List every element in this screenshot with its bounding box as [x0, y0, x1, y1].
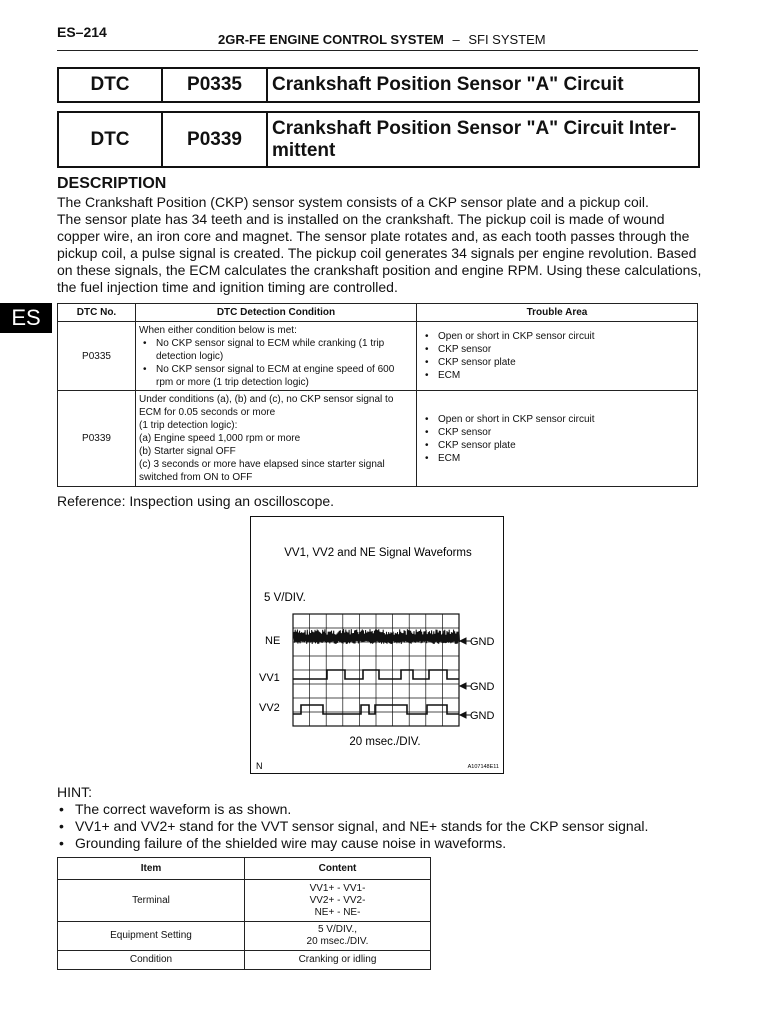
content-cell: Cranking or idling	[245, 951, 431, 970]
waveform-figure	[250, 516, 504, 774]
condition-line: Under conditions (a), (b) and (c), no CKP sensor signal to ECM for 0.05 seconds or more	[139, 394, 394, 418]
table-header-row	[58, 858, 431, 880]
trouble-area-cell	[417, 322, 698, 391]
gnd-label: GND	[470, 636, 495, 648]
item-cell: Condition	[58, 951, 245, 970]
list-item: • CKP sensor	[421, 343, 693, 356]
dtc-table	[57, 303, 698, 487]
list-item: • CKP sensor	[421, 426, 693, 439]
list-item: • No CKP sensor signal to ECM at engine speed of 600 rpm or more (1 trip detection logic)	[139, 363, 413, 389]
waveform-svg	[251, 517, 503, 773]
content-line: 20 msec./DIV.	[306, 936, 369, 947]
item-cell: Terminal	[58, 880, 245, 922]
content-line: 5 V/DIV.,	[317, 924, 358, 935]
dtc-code-cell: P0339	[58, 391, 136, 487]
dtc-code: P0335	[163, 69, 268, 101]
header-title-rest: SFI SYSTEM	[468, 32, 546, 47]
column-header: Trouble Area	[417, 304, 698, 322]
condition-line: (a) Engine speed 1,000 rpm or more	[139, 433, 301, 444]
content-cell	[245, 880, 431, 922]
table-row	[58, 951, 431, 970]
hint-section	[57, 784, 648, 852]
dtc-label: DTC	[59, 69, 163, 101]
description-text	[57, 194, 702, 296]
hint-label: HINT:	[57, 784, 92, 800]
content-cell	[245, 922, 431, 951]
figure-id: A107148E11	[467, 764, 499, 770]
description-heading: DESCRIPTION	[57, 175, 167, 192]
vv2-channel-label: VV2	[259, 702, 280, 714]
vv1-channel-label: VV1	[259, 672, 280, 684]
figure-corner-mark: N	[256, 761, 263, 771]
column-header: Item	[58, 858, 245, 880]
column-header: DTC Detection Condition	[136, 304, 417, 322]
dtc-title: Crankshaft Position Sensor "A" Circuit	[272, 74, 624, 95]
list-item: • CKP sensor plate	[421, 439, 693, 452]
list-item: • Open or short in CKP sensor circuit	[421, 330, 693, 343]
page-header-title	[218, 32, 546, 47]
list-item: • Open or short in CKP sensor circuit	[421, 413, 693, 426]
dtc-code-cell: P0335	[58, 322, 136, 391]
trouble-area-cell	[417, 391, 698, 487]
table-header-row	[58, 304, 698, 322]
condition-line: (b) Starter signal OFF	[139, 446, 236, 457]
dtc-code: P0339	[163, 113, 268, 166]
dtc-box-p0335	[57, 67, 700, 103]
list-item: • ECM	[421, 369, 693, 382]
table-row	[58, 391, 698, 487]
time-scale-label: 20 msec./DIV.	[349, 736, 421, 748]
detection-condition-cell	[136, 391, 417, 487]
gnd-arrows	[460, 638, 471, 718]
dtc-box-p0339	[57, 111, 700, 168]
figure-title: VV1, VV2 and NE Signal Waveforms	[284, 547, 472, 559]
dtc-title: Crankshaft Position Sensor "A" Circuit Inter-mittent	[272, 117, 677, 161]
table-row	[58, 322, 698, 391]
content-line: VV1+ - VV1-	[309, 882, 366, 894]
description-paragraph: The sensor plate has 34 teeth and is installed on the crankshaft. The pickup coil is made of wound copper wire, an iron core and magnet. The sensor plate rotates and, as each tooth passes through the pickup coil, a pulse signal is created. The pickup coil generates 34 signals per engine revolution. Based on these signals, the ECM calculates the crankshaft position and engine RPM. Using these calculations, the fuel injection time and ignition timing are controlled.	[57, 211, 702, 295]
voltage-scale-label: 5 V/DIV.	[264, 592, 306, 604]
content-line: VV2+ - VV2-	[309, 894, 366, 906]
dtc-label: DTC	[59, 113, 163, 166]
column-header: Content	[245, 858, 431, 880]
condition-list	[139, 337, 413, 389]
gnd-label: GND	[470, 710, 495, 722]
table-row	[58, 922, 431, 951]
detection-condition-cell	[136, 322, 417, 391]
table-row	[58, 880, 431, 922]
list-item: • The correct waveform is as shown.	[57, 801, 648, 818]
condition-line: (1 trip detection logic):	[139, 420, 238, 431]
description-paragraph: The Crankshaft Position (CKP) sensor system consists of a CKP sensor plate and a pickup coil.	[57, 194, 649, 210]
header-title-bold: 2GR-FE ENGINE CONTROL SYSTEM	[218, 32, 444, 47]
trouble-area-list	[421, 413, 693, 465]
item-cell: Equipment Setting	[58, 922, 245, 951]
list-item: • CKP sensor plate	[421, 356, 693, 369]
list-item: • ECM	[421, 452, 693, 465]
list-item: • No CKP sensor signal to ECM while cranking (1 trip detection logic)	[139, 337, 413, 363]
gnd-label: GND	[470, 681, 495, 693]
page-number: ES–214	[57, 24, 107, 40]
reference-note: Reference: Inspection using an oscilloscope.	[57, 493, 335, 509]
header-title-sep: –	[452, 32, 460, 47]
list-item: • VV1+ and VV2+ stand for the VVT sensor signal, and NE+ stands for the CKP sensor signal.	[57, 818, 648, 835]
trouble-area-list	[421, 330, 693, 382]
hint-list	[57, 801, 648, 852]
ne-waveform	[293, 629, 460, 644]
oscilloscope-settings-table	[57, 857, 431, 970]
ne-channel-label: NE	[265, 635, 281, 647]
header-divider	[57, 50, 698, 51]
condition-intro: When either condition below is met:	[139, 324, 297, 336]
section-tab: ES	[0, 303, 52, 333]
condition-line: (c) 3 seconds or more have elapsed since starter signal switched from ON to OFF	[139, 459, 385, 483]
content-line: NE+ - NE-	[314, 906, 361, 918]
column-header: DTC No.	[58, 304, 136, 322]
list-item: • Grounding failure of the shielded wire may cause noise in waveforms.	[57, 835, 648, 852]
